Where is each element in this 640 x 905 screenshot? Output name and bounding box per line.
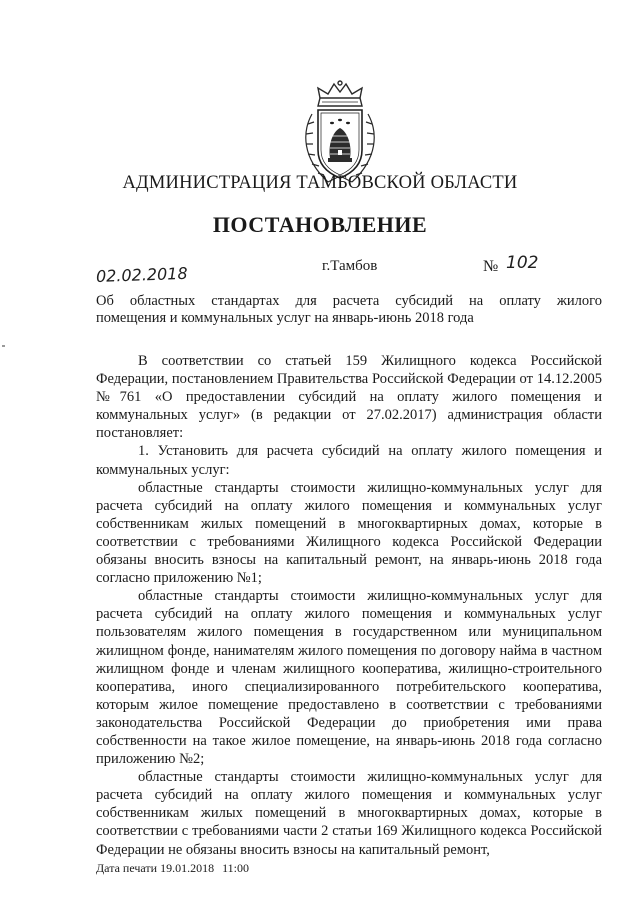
- organization-name: АДМИНИСТРАЦИЯ ТАМБОВСКОЙ ОБЛАСТИ: [122, 173, 518, 193]
- document-number-label: №: [483, 258, 499, 275]
- body-paragraph: областные стандарты стоимости жилищно-коммунальных услуг для расчета субсидий на оплату жилого помещения и коммунальных услуг собственникам жилых помещений в многоквартирных домах, которые в соответствии с требованиями Жилищного кодекса Российской Федерации обязаны вносить взносы на капитальный ремонт, на январь-июнь 2018 года согласно приложению №1;: [96, 479, 602, 587]
- document-date: 02.02.2018: [95, 263, 188, 286]
- body-paragraph: областные стандарты стоимости жилищно-коммунальных услуг для расчета субсидий на оплату жилого помещения и коммунальных услуг собственникам жилых помещений в многоквартирных домах, которые в соответствии с требованиями части 2 статьи 169 Жилищного кодекса Российской Федерации не обязаны вносить взносы на капитальный ремонт,: [96, 769, 602, 858]
- body-paragraph: 1. Установить для расчета субсидий на оплату жилого помещения и коммунальных услуг:: [96, 443, 602, 478]
- document-city: г.Тамбов: [322, 258, 378, 274]
- subject-line-2: помещения и коммунальных услуг на январь-июнь 2018 года: [96, 310, 474, 326]
- subject-line-1: Об областных стандартах для расчета субсидий на оплату жилого: [96, 293, 602, 309]
- document-body: [96, 352, 602, 859]
- document-type: ПОСТАНОВЛЕНИЕ: [212, 212, 428, 237]
- scan-artifact: [2, 345, 5, 347]
- print-time: 11:00: [222, 861, 249, 875]
- print-date-footer: [96, 861, 249, 876]
- print-date-label: Дата печати 19.01.2018: [96, 861, 215, 875]
- document-subject: [96, 293, 602, 327]
- body-paragraph: В соответствии со статьей 159 Жилищного кодекса Российской Федерации, постановлением Правительства Российской Федерации от 14.12.2005 №761 «О предоставлении субсидий на оплату жилого помещения и коммунальных услуг» (в редакции от 27.02.2017) администрация области постановляет:: [96, 353, 602, 442]
- document-number: 102: [506, 253, 539, 273]
- body-paragraph: областные стандарты стоимости жилищно-коммунальных услуг для расчета субсидий на оплату жилого помещения и коммунальных услуг пользователям жилого помещения в государственном или муниципальном жилищном фонде, нанимателям жилого помещения по договору найма в частном жилищном фонде и членам жилищного кооператива, жилищно-строительного кооператива, иного специализированного потребительского кооператива, которым жилое помещение предоставлено в соответствии с требованиями законодательства Российской Федерации до приобретения ими права собственности на такое жилое помещение, на январь-июнь 2018 года согласно приложению №2;: [96, 588, 602, 768]
